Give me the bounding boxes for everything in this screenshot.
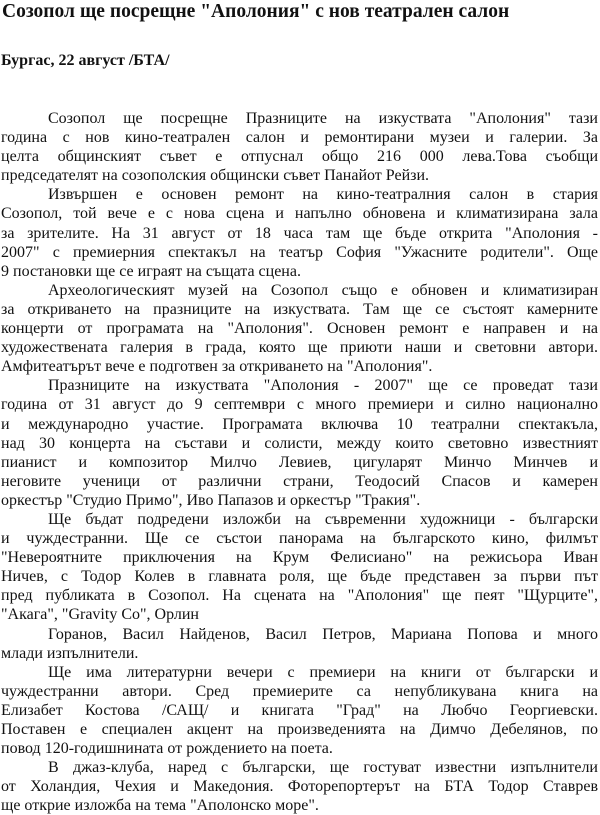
text-line: за зрителите. На 31 август от 18 часа там ще бъде открита "Аполония - bbox=[1, 224, 598, 242]
text-line: ще открие изложба на тема "Аполонско море". bbox=[1, 797, 319, 815]
text-line: Поставен е специален акцент на произведенията на Димчо Дебелянов, по bbox=[1, 721, 598, 738]
paragraph bbox=[1, 185, 598, 280]
text-line: Ничев, с Тодор Колев в главната роля, ще бъде представен за първи път bbox=[1, 568, 598, 586]
text-line: неговите ученици от различни страни, Теодосий Спасов и камерен bbox=[1, 472, 598, 490]
text-line: Созопол ще посрещне Празниците на изкуствата "Аполония" тази bbox=[48, 110, 598, 127]
text-line: "Акага", "Gravity Co", Орлин bbox=[1, 606, 199, 624]
paragraph bbox=[1, 376, 598, 510]
text-line: целта общинският съвет е отпуснал общо 216 000 лева.Това съобщи bbox=[1, 148, 598, 166]
text-line: пианист и композитор Милчо Левиев, цигуларят Минчо Минчев и bbox=[1, 453, 598, 471]
text-line: председателят на созополския общински съвет Панайот Рейзи. bbox=[1, 167, 430, 185]
dateline: Бургас, 22 август /БТА/ bbox=[1, 52, 170, 69]
text-line: и международно участие. Програмата включва 10 театрални спектакъла, bbox=[1, 415, 598, 433]
text-line: оркестър "Студио Примо", Иво Папазов и оркестър "Тракия". bbox=[1, 491, 421, 509]
paragraph bbox=[1, 663, 598, 758]
text-line: повод 120-годишнината от рождението на поета. bbox=[1, 740, 333, 758]
text-line: Извършен е основен ремонт на кино-театралния салон в стария bbox=[48, 186, 598, 204]
text-line: от Холандия, Чехия и Македония. Фоторепортерът на БТА Тодор Ставрев bbox=[1, 778, 598, 796]
text-line: Ще бъдат подредени изложби на съвременни художници - български bbox=[48, 510, 598, 528]
text-line: концерти от програмата на "Аполония". Основен ремонт е направен и на bbox=[1, 320, 598, 338]
text-line: В джаз-клуба, наред с български, ще гостуват известни изпълнители bbox=[48, 759, 598, 777]
text-line: и чуждестранни. Ще се състои панорама на българското кино, филмът bbox=[1, 530, 598, 548]
article-title: Созопол ще посрещне "Аполония" с нов театрален салон bbox=[2, 1, 510, 22]
text-line: Археологическият музей на Созопол също е обновен и климатизиран bbox=[48, 281, 598, 299]
paragraph bbox=[1, 510, 598, 625]
text-line: година с нов кино-театрален салон и ремонтирани музеи и галерии. За bbox=[1, 129, 598, 147]
text-line: Празниците на изкуствата "Аполония - 2007" ще се проведат тази bbox=[48, 377, 598, 395]
text-line: Созопол, той вече е с нова сцена и напълно обновена и климатизирана зала bbox=[1, 205, 598, 223]
text-line: година от 31 август до 9 септември с много премиери и силно национално bbox=[1, 396, 598, 414]
text-line: 9 постановки ще се играят на същата сцена. bbox=[1, 262, 301, 280]
text-line: Амфитеатърът вече е подготвен за откриването на "Аполония". bbox=[1, 358, 433, 376]
text-line: Елизабет Костова /САЩ/ и книгата "Град" на Любчо Георгиевски. bbox=[1, 701, 598, 719]
text-line: за откриването на празниците на изкуствата. Там ще се състоят камерните bbox=[1, 300, 598, 318]
text-line: млади изпълнители. bbox=[1, 644, 139, 662]
text-line: художествената галерия в града, която ще приюти наши и световни автори. bbox=[1, 339, 598, 357]
text-line: пред публиката в Созопол. На сцената на "Аполония" ще пеят "Щурците", bbox=[1, 587, 598, 605]
text-line: над 30 концерта на състави и солисти, между които световно известният bbox=[1, 434, 598, 452]
paragraph bbox=[1, 758, 598, 815]
text-line: Горанов, Васил Найденов, Васил Петров, Мариана Попова и много bbox=[48, 625, 598, 643]
article-body bbox=[1, 109, 598, 815]
paragraph bbox=[1, 109, 598, 185]
text-line: 2007" с премиерния спектакъл на театър София "Ужасните родители". Още bbox=[1, 243, 598, 261]
text-line: "Невероятните приключения на Крум Фелисиано" на режисьора Иван bbox=[1, 549, 598, 567]
paragraph bbox=[1, 625, 598, 663]
text-line: Ще има литературни вечери с премиери на книги от български и bbox=[48, 663, 598, 681]
text-line: чуждестранни автори. Сред премиерите са непубликувана книга на bbox=[1, 682, 598, 700]
paragraph bbox=[1, 281, 598, 376]
